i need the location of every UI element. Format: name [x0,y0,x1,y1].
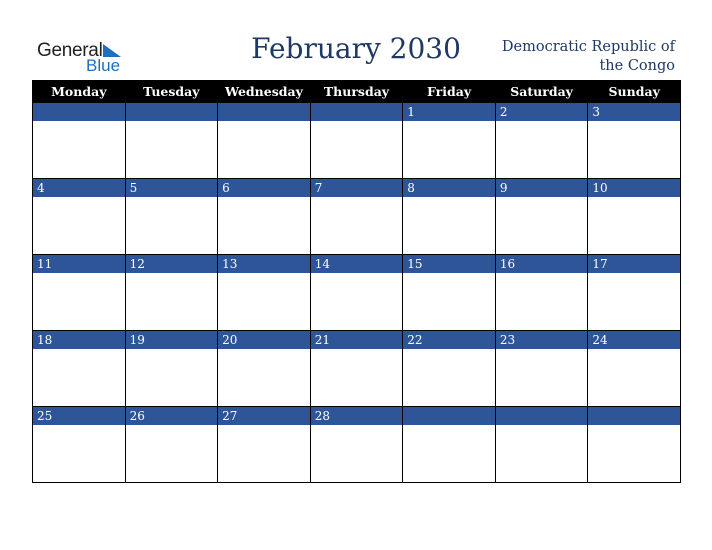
day-number: 1 [403,103,495,121]
day-number: 9 [496,179,588,197]
day-number: 3 [588,103,680,121]
day-cell [588,103,681,179]
day-number: 16 [496,255,588,273]
day-number [218,103,310,121]
day-cell [588,179,681,255]
day-number [496,407,588,425]
day-number: 27 [218,407,310,425]
country-name [475,38,675,76]
day-cell [310,103,403,179]
weekday-monday: Monday [33,80,126,103]
day-number [126,103,218,121]
day-cell [125,331,218,407]
day-cell [125,179,218,255]
week-row-1 [33,103,681,179]
day-cell [33,407,126,483]
day-number: 11 [33,255,125,273]
weekday-thursday: Thursday [310,80,403,103]
day-number: 20 [218,331,310,349]
day-number: 25 [33,407,125,425]
day-number [403,407,495,425]
logo-text-blue: Blue [86,56,121,75]
week-row-4 [33,331,681,407]
day-number: 5 [126,179,218,197]
calendar-title: February 2030 [251,32,461,65]
day-number: 23 [496,331,588,349]
day-cell [588,255,681,331]
day-cell [33,179,126,255]
day-cell [403,179,496,255]
day-cell [218,103,311,179]
week-row-2 [33,179,681,255]
day-number: 17 [588,255,680,273]
day-number [588,407,680,425]
day-cell [495,179,588,255]
day-number: 21 [311,331,403,349]
day-number: 26 [126,407,218,425]
day-cell [588,331,681,407]
country-line-1: Democratic Republic of [501,39,675,55]
day-number: 19 [126,331,218,349]
day-number: 7 [311,179,403,197]
day-cell [495,103,588,179]
day-cell [310,179,403,255]
day-cell [218,407,311,483]
day-number: 13 [218,255,310,273]
day-number: 12 [126,255,218,273]
day-number: 24 [588,331,680,349]
day-number: 15 [403,255,495,273]
day-cell [125,103,218,179]
day-number: 4 [33,179,125,197]
day-cell [218,255,311,331]
day-cell [403,407,496,483]
weekday-wednesday: Wednesday [218,80,311,103]
day-cell [33,103,126,179]
weekday-header-row [33,80,681,103]
day-cell [310,331,403,407]
logo-text-general: General [37,40,103,61]
day-cell [310,255,403,331]
day-number: 14 [311,255,403,273]
calendar-grid [32,80,681,483]
day-cell [33,331,126,407]
day-cell [403,331,496,407]
day-number: 28 [311,407,403,425]
weekday-friday: Friday [403,80,496,103]
day-cell [125,407,218,483]
day-number: 8 [403,179,495,197]
weekday-tuesday: Tuesday [125,80,218,103]
day-cell [588,407,681,483]
day-cell [495,331,588,407]
weekday-saturday: Saturday [495,80,588,103]
day-number: 2 [496,103,588,121]
day-cell [310,407,403,483]
week-row-3 [33,255,681,331]
day-cell [218,179,311,255]
day-cell [495,407,588,483]
country-line-2: the Congo [599,58,675,74]
day-number: 18 [33,331,125,349]
day-cell [125,255,218,331]
week-row-5 [33,407,681,483]
day-cell [403,103,496,179]
day-number [33,103,125,121]
day-cell [218,331,311,407]
logo [37,40,137,76]
day-cell [33,255,126,331]
day-number [311,103,403,121]
day-number: 22 [403,331,495,349]
day-number: 6 [218,179,310,197]
day-number: 10 [588,179,680,197]
day-cell [495,255,588,331]
weekday-sunday: Sunday [588,80,681,103]
day-cell [403,255,496,331]
